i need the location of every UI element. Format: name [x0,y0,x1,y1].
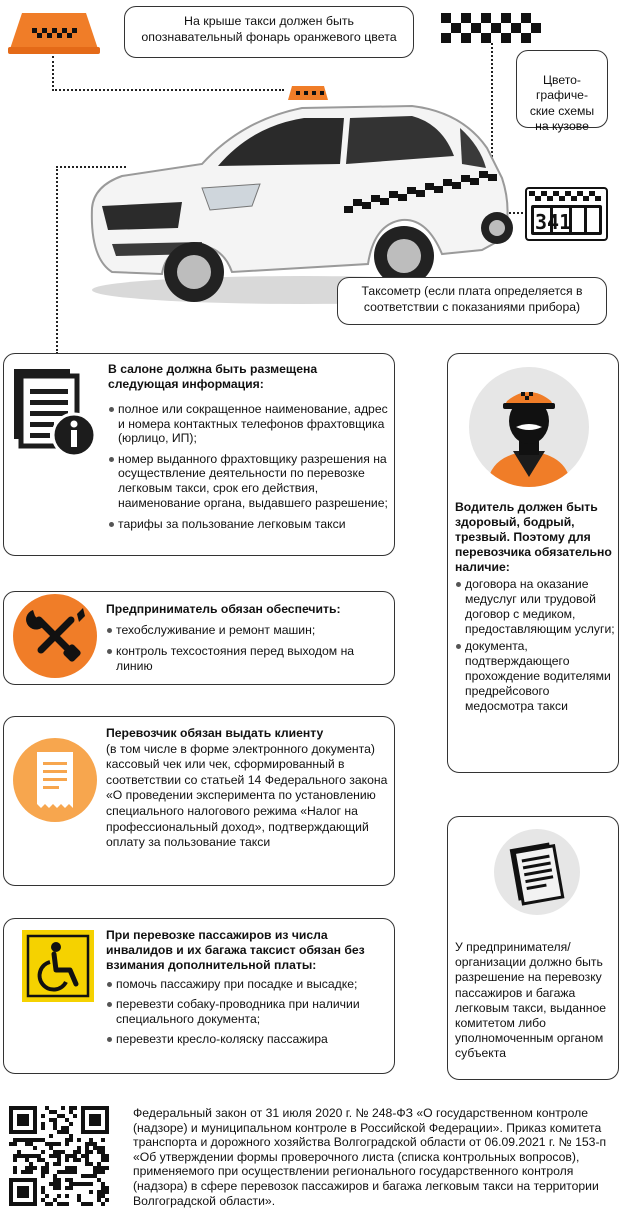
checker-pattern-icon [441,13,541,43]
salon-info-content [108,362,388,532]
leader-line [52,56,54,91]
color-scheme-callout [516,50,608,133]
taxi-car-image [82,68,522,308]
list-item: тарифы за пользование легковым такси [108,517,388,532]
permit-content [455,940,615,1062]
footer-text: Федеральный закон от 31 июля 2020 г. № 248-ФЗ «О государственном контроле (надзоре) и муниципальном контроле в Российской Федерации». Приказ комитета транспорта и дорожного хозяйства Волгоградской области от 06.09.2021 г. № 153-п «Об утверждении формы проверочного листа (списка контрольных вопросов), применяемого при осуществлении регионального государственного контроля (надзора) в сфере перевозок пассажиров и багажа легковым такси на территории Волгоградской области». [133,1106,607,1208]
roof-light-text: На крыше такси должен быть опознавательный фонарь оранжевого цвета [141,14,397,44]
list-item: перевезти кресло-коляску пассажира [106,1032,388,1047]
list-item: техобслуживание и ремонт машин; [106,623,386,638]
entrepreneur-content [106,602,386,674]
receipt-body: (в том числе в форме электронного документа) кассовый чек или чек, сформированный в соответствии со статьей 14 Федерального закона «О проведении эксперимента по установлению специального налогового режима «Налог на профессиональный доход», подтверждающий оплату за пользование такси [106,741,388,850]
wheelchair-icon [22,930,94,1002]
footer-legal-text [133,1106,617,1208]
taximeter-icon [525,187,608,241]
driver-title: Водитель должен быть здоровый, бодрый, трезвый. Поэтому для перевозчика обязательно наличие: [455,500,612,574]
salon-info-title: В салоне должна быть размещена следующая информация: [108,362,318,391]
receipt-content [106,726,388,851]
tools-icon [13,594,97,678]
disabled-title: При перевозке пассажиров из числа инвалидов и их багажа таксист обязан без взимания дополнительной платы: [106,928,365,972]
list-item: контроль техсостояния перед выходом на линию [106,644,386,674]
roof-light-callout [124,6,414,58]
list-item: номер выданного фрахтовщику разрешения на осуществление деятельности по перевозке легковым такси, срок его действия, наименование органа, выдавшего разрешение; [108,452,388,510]
list-item: перевезти собаку-проводника при наличии специального документа; [106,997,388,1027]
documents-stack-icon [494,829,580,915]
list-item: документа, подтверждающего прохождение водителями предрейсового медосмотра такси [455,639,617,714]
receipt-icon [13,738,97,822]
leader-line [56,166,58,354]
list-item: помочь пассажиру при посадке и высадке; [106,977,388,992]
list-item: договора на оказание медуслуг или трудовой договор с медиком, предоставляющим услуги; [455,577,617,637]
meter-digits: 341 [535,210,572,234]
roof-light-icon [6,9,102,55]
document-info-icon [12,367,98,459]
entrepreneur-title: Предприниматель обязан обеспечить: [106,602,341,616]
taximeter-text: Таксометр (если плата определяется в соответствии с показаниями прибора) [361,284,583,314]
receipt-title: Перевозчик обязан выдать клиенту [106,726,324,740]
permit-text: У предпринимателя/ организации должно быть разрешение на перевозку пассажиров и багажа легковым такси, выданное комитетом либо уполномоченным органом субъекта [455,940,607,1061]
driver-content [455,500,617,714]
list-item: полное или сокращенное наименование, адрес и номера контактных телефонов фрахтовщика (юрлицо, ИП); [108,402,388,446]
qr-code [9,1106,109,1206]
driver-avatar-icon [469,367,589,487]
taximeter-callout [337,277,607,325]
disabled-content [106,928,388,1047]
color-scheme-text: Цвето- графиче- ские схемы на кузове [529,72,595,133]
